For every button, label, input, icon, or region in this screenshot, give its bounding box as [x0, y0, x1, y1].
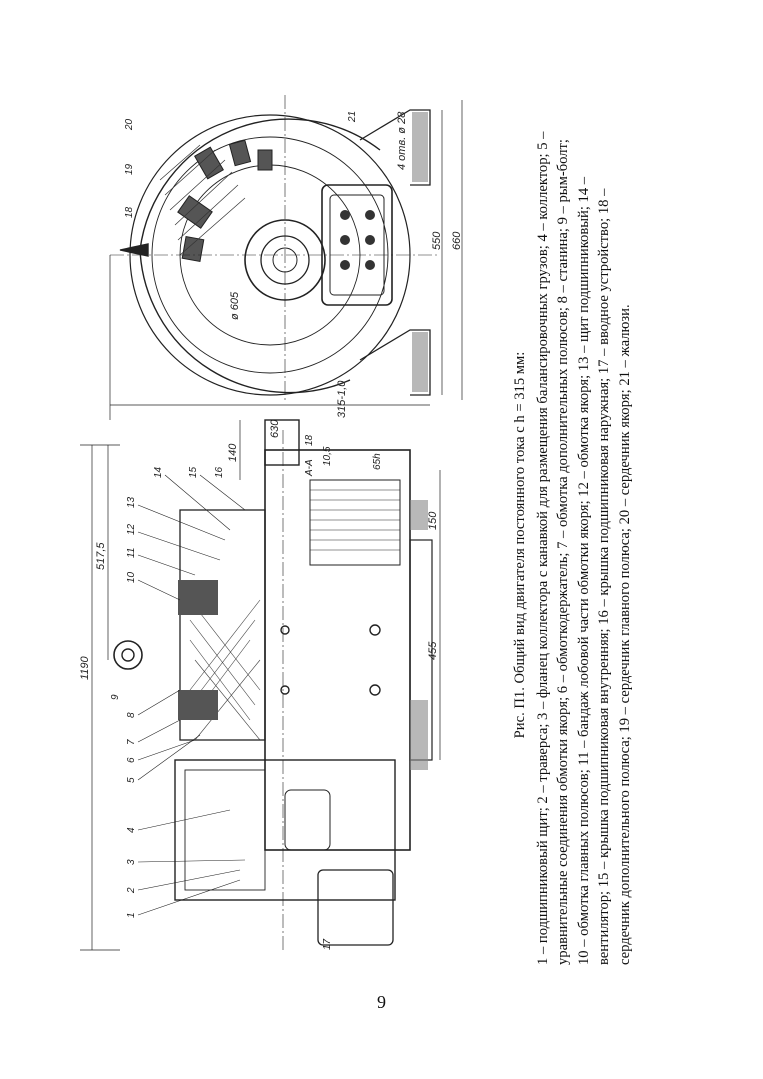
svg-text:150: 150 — [427, 511, 439, 530]
svg-text:ø 605: ø 605 — [229, 291, 241, 320]
page-number: 9 — [377, 992, 386, 1012]
svg-text:9: 9 — [110, 694, 121, 700]
svg-text:65h: 65h — [372, 453, 383, 470]
svg-text:17: 17 — [322, 938, 333, 950]
svg-text:12: 12 — [126, 523, 137, 535]
caption-title: Рис. П1. Общий вид двигателя постоянного тока с h = 315 мм: — [512, 351, 528, 739]
svg-text:19: 19 — [124, 163, 135, 175]
svg-text:6: 6 — [126, 757, 137, 763]
svg-text:10: 10 — [126, 571, 137, 583]
svg-text:7: 7 — [126, 739, 137, 745]
svg-text:630: 630 — [269, 419, 281, 438]
svg-text:21: 21 — [347, 110, 358, 122]
svg-text:315-1,0: 315-1,0 — [336, 380, 348, 418]
svg-text:15: 15 — [188, 466, 199, 478]
svg-text:16: 16 — [214, 466, 225, 478]
svg-text:20: 20 — [124, 118, 135, 130]
svg-text:660: 660 — [451, 231, 463, 250]
svg-text:455: 455 — [427, 641, 439, 660]
end-view-drawing — [110, 95, 462, 420]
svg-text:11: 11 — [126, 547, 137, 558]
svg-text:13: 13 — [126, 496, 137, 508]
svg-text:140: 140 — [227, 443, 239, 462]
svg-text:1: 1 — [126, 912, 137, 918]
svg-text:3: 3 — [126, 859, 137, 865]
svg-text:8: 8 — [126, 712, 137, 718]
svg-text:550: 550 — [431, 231, 443, 250]
svg-text:18: 18 — [304, 434, 315, 446]
svg-text:A-A: A-A — [304, 459, 315, 476]
svg-text:1190: 1190 — [79, 656, 91, 680]
svg-text:14: 14 — [153, 466, 164, 478]
svg-text:18: 18 — [124, 206, 135, 218]
svg-text:4 отв. ø 28: 4 отв. ø 28 — [396, 111, 408, 170]
svg-text:2: 2 — [126, 887, 137, 893]
svg-text:10,5: 10,5 — [322, 446, 333, 466]
svg-text:517,5: 517,5 — [95, 542, 107, 570]
figure-caption — [510, 125, 635, 965]
svg-text:5: 5 — [126, 777, 137, 783]
caption-legend: 1 – подшипниковый щит; 2 – траверса; 3 – фланец коллектора с канавкой для размещения балансировочных грузов; 4 – коллектор; 5 – уравнительные соединения обмотки якоря; 6 – обмоткодержатель; 7 – обмотка дополнительных полюсов; 8 – станина; 9 – рым-болт; 10 – обмотка главных полюсов; 11 – бандаж лобовой части обмотки якоря; 12 – обмотка якоря; 13 – щит подшипниковый; 14 – вентилятор; 15 – крышка подшипниковая внутренняя; 16 – крышка подшипниковая наружная; 17 – вводное устройство; 18 – сердечник дополнительного полюса; 19 – сердечник главного полюса; 20 – сердечник якоря; 21 – жалюзи. — [534, 131, 633, 965]
svg-text:4: 4 — [126, 827, 137, 833]
